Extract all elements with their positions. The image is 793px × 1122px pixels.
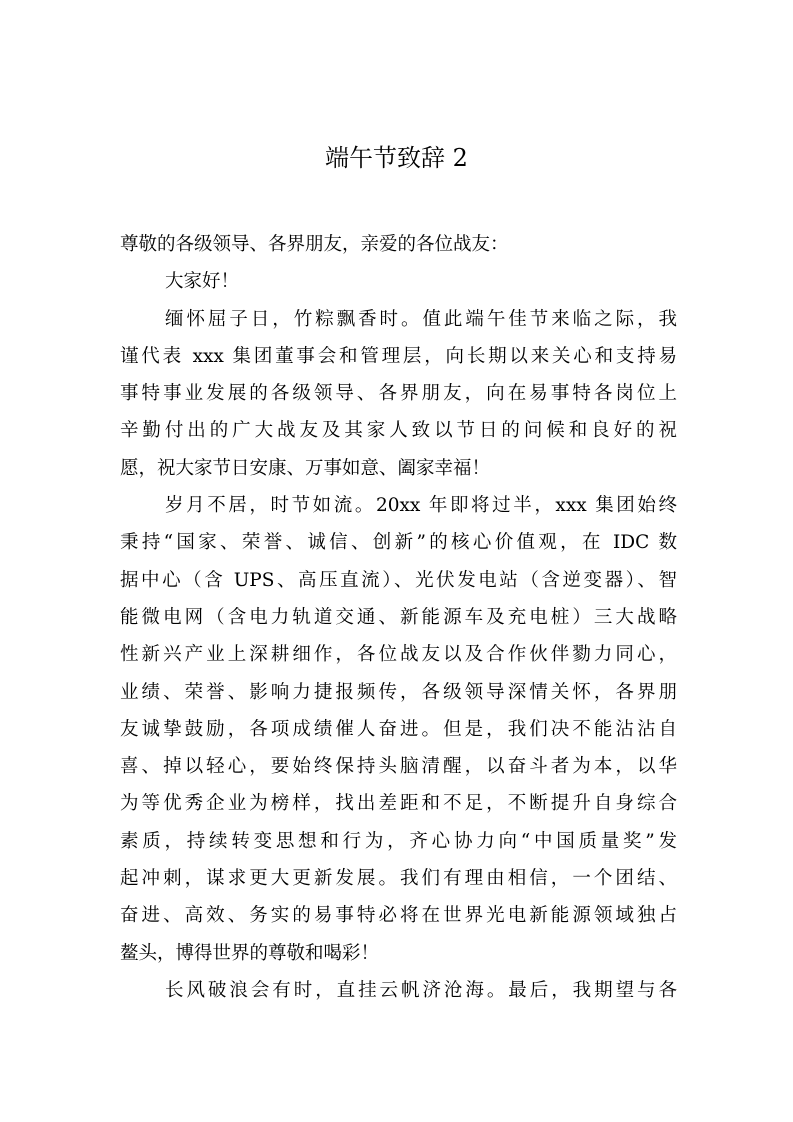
text-line: 素质，持续转变思想和行为，齐心协力向“中国质量奖”发	[120, 830, 677, 852]
text-line: 长风破浪会有时，直挂云帆济沧海。最后，我期望与各	[165, 979, 677, 1001]
text-line: 鳌头，博得世界的尊敬和喝彩！	[120, 942, 380, 964]
text-line: 友诚挚鼓励，各项成绩催人奋进。但是，我们决不能沾沾自	[120, 718, 677, 740]
text-line: 秉持“国家、荣誉、诚信、创新”的核心价值观，在 IDC 数	[120, 532, 677, 554]
text-line: 愿，祝大家节日安康、万事如意、阖家幸福！	[120, 457, 491, 479]
text-line: 奋进、高效、务实的易事特必将在世界光电新能源领域独占	[120, 905, 677, 927]
text-line: 大家好！	[165, 271, 240, 293]
document-body	[120, 226, 677, 1009]
text-line: 起冲刺，谋求更大更新发展。我们有理由相信，一个团结、	[120, 868, 677, 890]
text-line: 辛勤付出的广大战友及其家人致以节日的问候和良好的祝	[120, 420, 677, 442]
text-line: 谨代表 xxx 集团董事会和管理层，向长期以来关心和支持易	[120, 345, 677, 367]
text-line: 能微电网（含电力轨道交通、新能源车及充电桩）三大战略	[120, 606, 677, 628]
text-line: 岁月不居，时节如流。20xx 年即将过半，xxx 集团始终	[165, 495, 677, 517]
text-line: 据中心（含 UPS、高压直流）、光伏发电站（含逆变器）、智	[120, 569, 677, 591]
text-line: 事特事业发展的各级领导、各界朋友，向在易事特各岗位上	[120, 383, 677, 405]
text-line: 为等优秀企业为榜样，找出差距和不足，不断提升自身综合	[120, 793, 677, 815]
text-line: 性新兴产业上深耕细作，各位战友以及合作伙伴勠力同心，	[120, 644, 677, 666]
text-line: 喜、掉以轻心，要始终保持头脑清醒，以奋斗者为本，以华	[120, 756, 677, 778]
text-line: 尊敬的各级领导、各界朋友，亲爱的各位战友：	[120, 234, 509, 255]
text-line: 缅怀屈子日，竹粽飘香时。值此端午佳节来临之际，我	[165, 308, 677, 330]
document-title: 端午节致辞 2	[325, 144, 468, 172]
text-line: 业绩、荣誉、影响力捷报频传，各级领导深情关怀，各界朋	[120, 681, 677, 703]
